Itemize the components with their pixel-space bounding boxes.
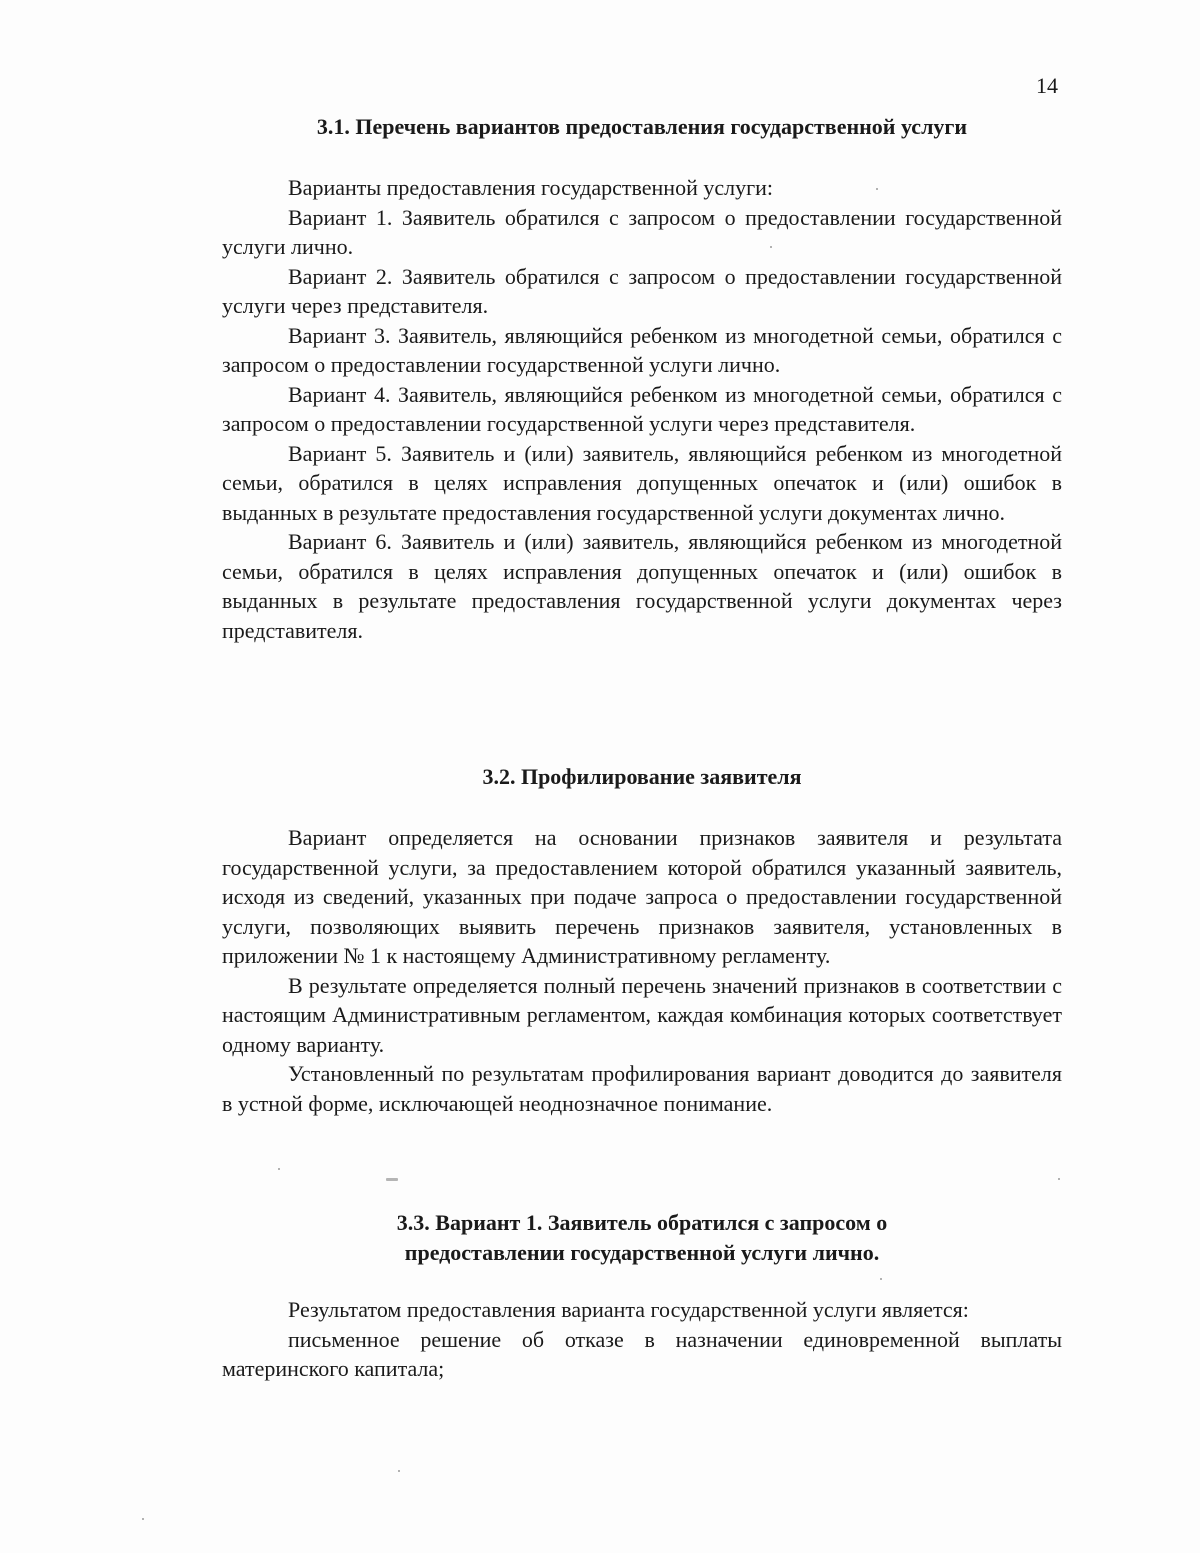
scan-speck xyxy=(142,1518,144,1520)
paragraph: Вариант 4. Заявитель, являющийся ребенком из многодетной семьи, обратился с запросом о предоставлении государственной услуги через представителя. xyxy=(222,381,1062,436)
section-3-2-body xyxy=(222,823,1062,1118)
scan-speck xyxy=(880,1278,882,1280)
section-3-3-body xyxy=(222,1295,1062,1384)
paragraph: письменное решение об отказе в назначении единовременной выплаты материнского капитала; xyxy=(222,1326,1062,1381)
scan-speck xyxy=(398,1470,400,1472)
paragraph: В результате определяется полный перечень значений признаков в соответствии с настоящим Административным регламентом, каждая комбинация которых соответствует одному варианту. xyxy=(222,972,1062,1057)
paragraph: Вариант 6. Заявитель и (или) заявитель, являющийся ребенком из многодетной семьи, обратился в целях исправления допущенных опечаток и (или) ошибок в выданных в результате предоставления государственной услуги документах через представителя. xyxy=(222,529,1062,643)
section-3-3-heading-line-2: предоставлении государственной услуги лично. xyxy=(404,1240,880,1265)
section-3-3-heading-line-1: 3.3. Вариант 1. Заявитель обратился с запросом о xyxy=(396,1210,888,1235)
paragraph: Вариант 5. Заявитель и (или) заявитель, являющийся ребенком из многодетной семьи, обратился в целях исправления допущенных опечаток и (или) ошибок в выданных в результате предоставления государственной услуги документах лично. xyxy=(222,440,1062,525)
scan-speck xyxy=(386,1178,398,1181)
section-3-1-body xyxy=(222,173,1062,645)
scan-speck xyxy=(1058,1178,1060,1180)
paragraph: Варианты предоставления государственной услуги: xyxy=(288,175,773,200)
section-3-2-heading: 3.2. Профилирование заявителя xyxy=(482,764,802,789)
section-3-1-heading: 3.1. Перечень вариантов предоставления государственной услуги xyxy=(316,114,968,139)
page-number: 14 xyxy=(1036,73,1058,98)
paragraph: Вариант 1. Заявитель обратился с запросом о предоставлении государственной услуги лично. xyxy=(222,204,1062,259)
paragraph: Вариант 3. Заявитель, являющийся ребенком из многодетной семьи, обратился с запросом о предоставлении государственной услуги лично. xyxy=(222,322,1062,377)
paragraph: Вариант 2. Заявитель обратился с запросом о предоставлении государственной услуги через представителя. xyxy=(222,263,1062,318)
section-3-3-heading xyxy=(222,1208,1062,1268)
paragraph: Установленный по результатам профилирования вариант доводится до заявителя в устной форме, исключающей неоднозначное понимание. xyxy=(222,1061,1062,1116)
paragraph: Результатом предоставления варианта государственной услуги является: xyxy=(288,1297,969,1322)
scan-speck xyxy=(278,1168,280,1170)
paragraph: Вариант определяется на основании признаков заявителя и результата государственной услуги, за предоставлением которой обратился указанный заявитель, исходя из сведений, указанных при подаче запроса о предоставлении государственной услуги, позволяющих выявить перечень признаков заявителя, установленных в приложении № 1 к настоящему Административному регламенту. xyxy=(222,825,1062,968)
scan-speck xyxy=(876,188,878,190)
scan-speck xyxy=(770,246,772,248)
